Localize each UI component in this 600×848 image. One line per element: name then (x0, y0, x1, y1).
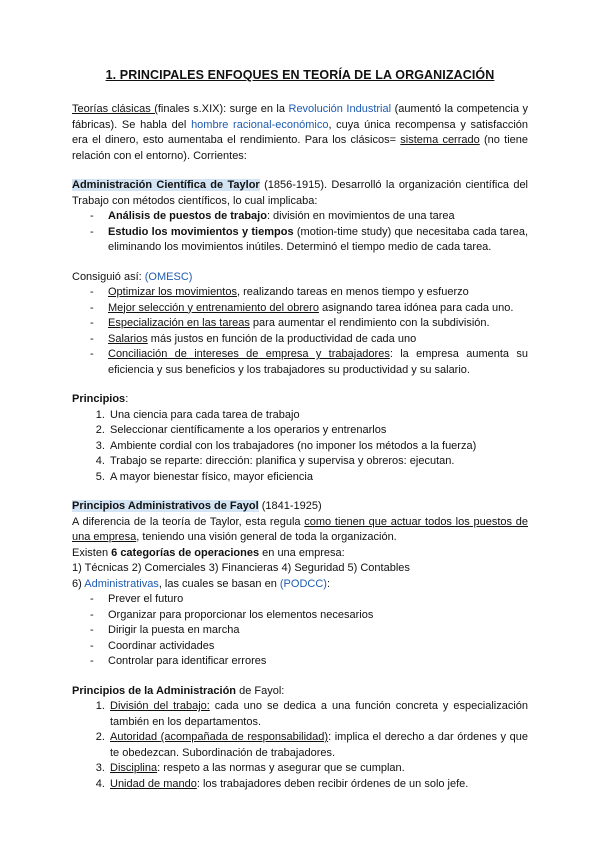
document-page (72, 68, 528, 792)
list-item: - Mejor selección y entrenamiento del obrero asignando tarea idónea para cada uno. (108, 301, 528, 317)
list-item: 2. Seleccionar científicamente a los operarios y entrenarlos (108, 423, 528, 439)
podcc-list (72, 592, 528, 670)
list-item: 4. Trabajo se reparte: dirección: planifica y supervisa y obreros: ejecutan. (108, 454, 528, 470)
list-item: - Salarios más justos en función de la productividad de cada uno (108, 332, 528, 348)
page-title: 1. PRINCIPALES ENFOQUES EN TEORÍA DE LA ORGANIZACIÓN (105, 68, 495, 82)
list-item: 3. Disciplina: respeto a las normas y asegurar que se cumplan. (108, 761, 528, 777)
admin-list (72, 699, 528, 792)
list-item: - Coordinar actividades (108, 639, 528, 655)
taylor-line: (1856-1915). Desarrolló la organización científica del Trabajo con métodos científicos, lo cual implicaba: (72, 179, 529, 207)
intro-sistema: sistema cerrado (400, 134, 480, 146)
omesc-section: Consiguió así: (OMESC) - Optimizar los movimientos, realizando tareas en menos tiempo y esfuerzo - Mejor selección y entrenamiento del obrero asignando tarea idónea para cada uno. - Especialización en las tareas para aumentar el rendimiento con la subdivisión. - Salarios más justos en función de la productividad de cada uno - Conciliación de intereses de empresa y trabajadores: la empresa aumenta su eficiencia y sus beneficios y los trabajadores su productividad y su salario. (72, 270, 528, 379)
list-item: 1. Una ciencia para cada tarea de trabajo (108, 408, 528, 424)
intro-paragraph: Teorías clásicas (finales s.XIX): surge en la Revolución Industrial (aumentó la competencia y fábricas). Se habla del hombre racional-económico, cuya única recompensa y satisfacción era el dinero, esto aumentaba el rendimiento. Para los clásicos= sistema cerrado (no tiene relación con el entorno). Corrientes: (72, 103, 528, 162)
list-item: - Especialización en las tareas para aumentar el rendimiento con la subdivisión. (108, 316, 528, 332)
taylor-heading: Administración Científica de Taylor (72, 179, 260, 191)
podcc-tag: (PODCC) (279, 577, 327, 590)
principios-heading: Principios (72, 393, 126, 405)
principios-section: Principios: 1. Una ciencia para cada tarea de trabajo 2. Seleccionar científicamente a los operarios y entrenarlos 3. Ambiente cordial con los trabajadores (no imponer los métodos a la fuerza) 4. Trabajo se reparte: dirección: planifica y supervisa y obreros: ejecutan. 5. A mayor bienestar físico, mayor eficiencia (72, 392, 528, 485)
fayol-categories: 1) Técnicas 2) Comerciales 3) Financieras 4) Seguridad 5) Contables (72, 562, 410, 574)
intro-term: Teorías clásicas ( (72, 103, 158, 115)
list-item: - Análisis de puestos de trabajo: división en movimientos de una tarea (108, 209, 528, 225)
taylor-section (72, 178, 528, 256)
list-item: - Estudio los movimientos y tiempos (motion-time study) que necesitaba cada tarea, eliminando los movimientos inútiles. Determinó el tiempo medio de cada tarea. (108, 225, 528, 256)
taylor-list (72, 209, 528, 256)
intro-revolucion: Revolución Industrial (288, 103, 392, 115)
omesc-tag: (OMESC) (144, 270, 193, 283)
fayol-heading: Principios Administrativos de Fayol (72, 500, 259, 512)
list-item: - Controlar para identificar errores (108, 654, 528, 670)
intro-hombre: hombre racional-económico (191, 118, 329, 131)
list-item: 2. Autoridad (acompañada de responsabilidad): implica el derecho a dar órdenes y que te obedezcan. Subordinación de trabajadores. (108, 730, 528, 761)
list-item: - Organizar para proporcionar los elementos necesarios (108, 608, 528, 624)
admin-section: Principios de la Administración de Fayol: 1. División del trabajo: cada uno se dedica a una función concreta y especialización también en los departamentos. 2. Autoridad (acompañada de responsabilidad): implica el derecho a dar órdenes y que te obedezcan. Subordinación de trabajadores. 3. Disciplina: respeto a las normas y asegurar que se cumplan. 4. Unidad de mando: los trabajadores deben recibir órdenes de un solo jefe. (72, 684, 528, 793)
list-item: 3. Ambiente cordial con los trabajadores (no imponer los métodos a la fuerza) (108, 439, 528, 455)
list-item: - Dirigir la puesta en marcha (108, 623, 528, 639)
list-item: 1. División del trabajo: cada uno se dedica a una función concreta y especialización también en los departamentos. (108, 699, 528, 730)
principios-list (72, 408, 528, 486)
list-item: - Prever el futuro (108, 592, 528, 608)
admin-heading: Principios de la Administración (72, 684, 237, 697)
fayol-section: Principios Administrativos de Fayol (1841-1925) A diferencia de la teoría de Taylor, esta regula como tienen que actuar todos los puestos de una empresa, teniendo una visión general de toda la organización. Existen 6 categorías de operaciones en una empresa: 1) Técnicas 2) Comerciales 3) Financieras 4) Seguridad 5) Contables 6) Administrativas, las cuales se basan en (PODCC): - Prever el futuro - Organizar para proporcionar los elementos necesarios - Dirigir la puesta en marcha - Coordinar actividades - Controlar para identificar errores (72, 499, 528, 670)
list-item: - Optimizar los movimientos, realizando tareas en menos tiempo y esfuerzo (108, 285, 528, 301)
list-item: 5. A mayor bienestar físico, mayor eficiencia (108, 470, 528, 486)
omesc-list (72, 285, 528, 378)
list-item: 4. Unidad de mando: los trabajadores deben recibir órdenes de un solo jefe. (108, 777, 528, 793)
list-item: - Conciliación de intereses de empresa y trabajadores: la empresa aumenta su eficiencia y sus beneficios y los trabajadores su productividad y su salario. (108, 347, 528, 378)
